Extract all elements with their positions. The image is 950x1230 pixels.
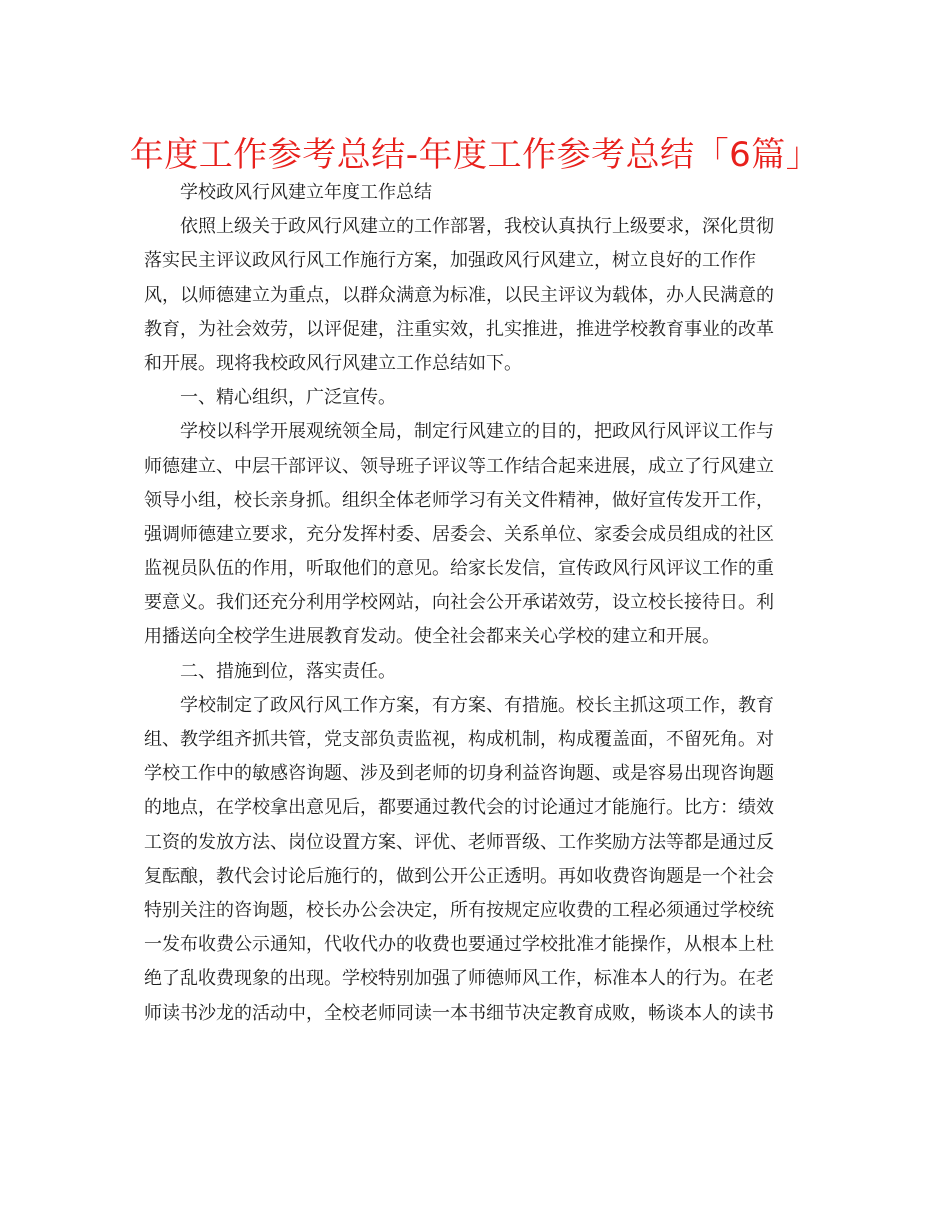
paragraph-line: 依照上级关于政风行风建立的工作部署，我校认真执行上级要求，深化贯彻 (180, 216, 774, 238)
paragraph-line: 监视员队伍的作用，听取他们的意见。给家长发信，宣传政风行风评议工作的重 (144, 558, 774, 580)
paragraph-line: 一发布收费公示通知，代收代办的收费也要通过学校批准才能操作，从根本上杜 (144, 934, 774, 956)
section-heading: 一、精心组织，广泛宣传。 (180, 387, 396, 409)
paragraph-line: 领导小组，校长亲身抓。组织全体老师学习有关文件精神，做好宣传发开工作， (144, 489, 774, 511)
paragraph-line: 学校以科学开展观统领全局，制定行风建立的目的，把政风行风评议工作与 (180, 421, 774, 443)
paragraph-line: 教育，为社会效劳，以评促建，注重实效，扎实推进，推进学校教育事业的改革 (144, 318, 774, 340)
document-body (144, 176, 804, 1031)
paragraph-line: 绝了乱收费现象的出现。学校特别加强了师德师风工作，标准本人的行为。在老 (144, 968, 774, 990)
section-heading: 学校政风行风建立年度工作总结 (180, 182, 432, 203)
paragraph-line: 的地点，在学校拿出意见后，都要通过教代会的讨论通过才能施行。比方：绩效 (144, 797, 774, 819)
paragraph-line: 学校制定了政风行风工作方案，有方案、有措施。校长主抓这项工作，教育 (180, 694, 774, 716)
paragraph-line: 工资的发放方法、岗位设置方案、评优、老师晋级、工作奖励方法等都是通过反 (144, 831, 774, 853)
paragraph-line: 学校工作中的敏感咨询题、涉及到老师的切身利益咨询题、或是容易出现咨询题 (144, 763, 774, 785)
paragraph-line: 特别关注的咨询题，校长办公会决定，所有按规定应收费的工程必须通过学校统 (144, 899, 774, 921)
paragraph-line: 强调师德建立要求，充分发挥村委、居委会、关系单位、家委会成员组成的社区 (144, 523, 774, 545)
paragraph-line: 师德建立、中层干部评议、领导班子评议等工作结合起来进展，成立了行风建立 (144, 455, 774, 477)
section-heading: 二、措施到位，落实责任。 (180, 660, 396, 682)
paragraph-line: 复酝酿，教代会讨论后施行的，做到公开公正透明。再如收费咨询题是一个社会 (144, 865, 774, 887)
paragraph-line: 用播送向全校学生进展教育发动。使全社会都来关心学校的建立和开展。 (144, 626, 720, 648)
paragraph-line: 风，以师德建立为重点，以群众满意为标准，以民主评议为载体，办人民满意的 (144, 284, 774, 306)
document-title: 年度工作参考总结-年度工作参考总结「6篇」 (129, 135, 821, 175)
paragraph-line: 组、教学组齐抓共管，党支部负责监视，构成机制，构成覆盖面，不留死角。对 (144, 729, 774, 750)
paragraph-line: 和开展。现将我校政风行风建立工作总结如下。 (144, 352, 522, 374)
paragraph-line: 落实民主评议政风行风工作施行方案，加强政风行风建立，树立良好的工作作 (144, 250, 756, 272)
paragraph-line: 师读书沙龙的活动中，全校老师同读一本书细节决定教育成败，畅谈本人的读书 (144, 1002, 774, 1024)
paragraph-line: 要意义。我们还充分利用学校网站，向社会公开承诺效劳，设立校长接待日。利 (144, 592, 774, 614)
